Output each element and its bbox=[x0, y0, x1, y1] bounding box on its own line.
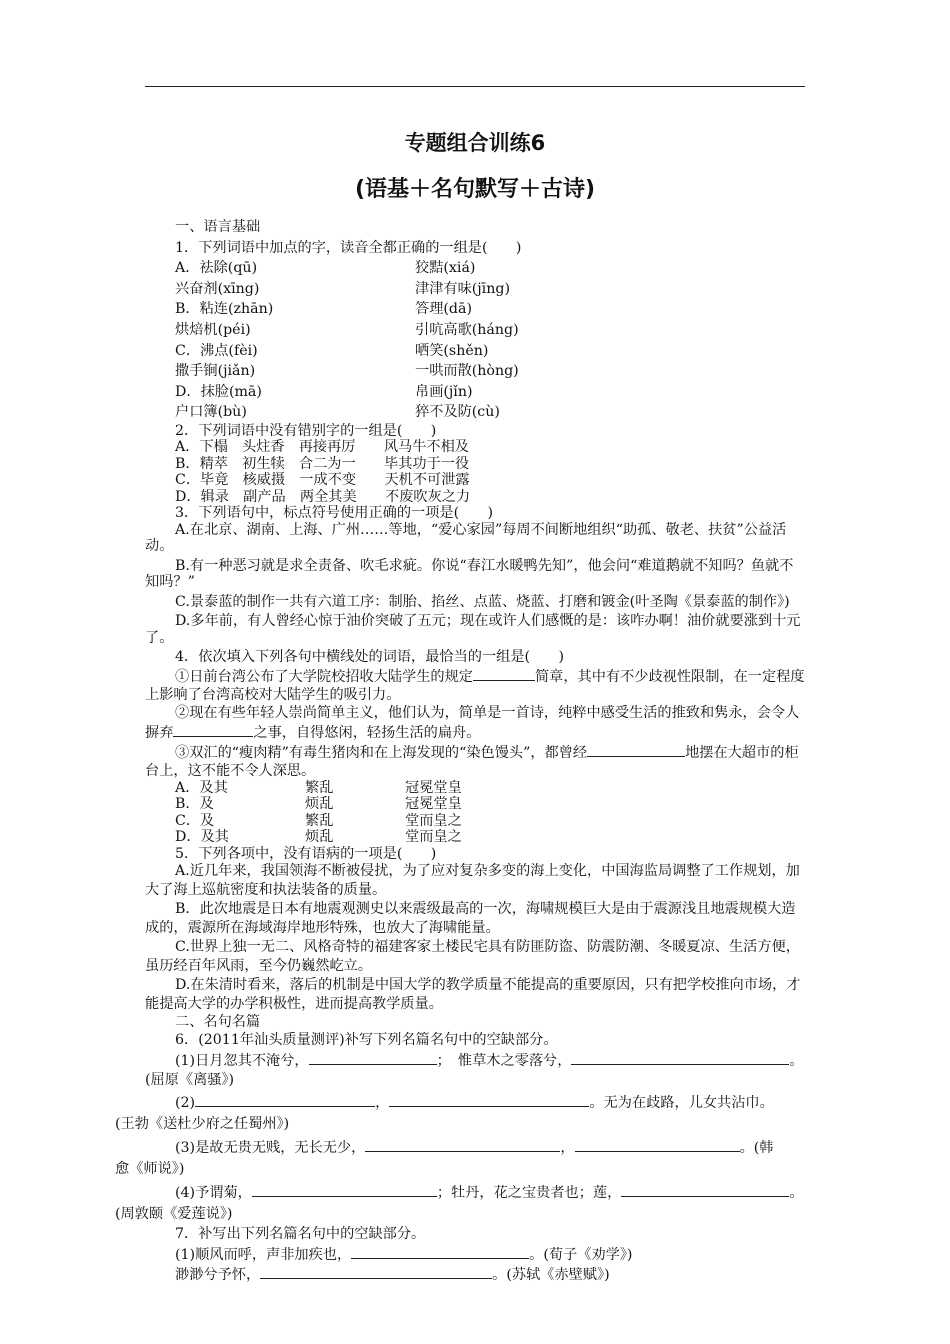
section-heading-1: 一、语言基础 bbox=[175, 219, 261, 235]
q6-text: 愈《师说》) bbox=[115, 1160, 185, 1177]
q1-cell: 户口簿(bù) bbox=[175, 404, 247, 421]
q6-text: 。(韩 bbox=[739, 1139, 774, 1156]
q1-cell: 兴奋剂(xīng) bbox=[175, 280, 260, 297]
question-7-item-2 bbox=[145, 1264, 805, 1284]
question-2-option: A．下榻 头炷香 再接再厉 风马牛不相及 bbox=[175, 439, 469, 456]
question-6-item-4 bbox=[115, 1182, 805, 1225]
q4-text: ③双汇的“瘦肉精”有毒生猪肉和在上海发现的“染色馒头”，都曾经 bbox=[175, 744, 588, 761]
question-4-option bbox=[145, 829, 805, 846]
question-1-row bbox=[145, 341, 805, 362]
fill-blank[interactable] bbox=[351, 1244, 529, 1259]
q4-cell: D．及其 bbox=[175, 829, 229, 846]
fill-blank[interactable] bbox=[173, 722, 253, 737]
q6-text: (1)日月忽其不淹兮， bbox=[175, 1052, 309, 1069]
question-1-row bbox=[145, 382, 805, 403]
question-3-option-b: B.有一种恶习就是求全责备、吹毛求疵。你说“春江水暖鸭先知”，他会问“难道鹅就不知吗？鱼就不知吗？” bbox=[145, 557, 794, 591]
fill-blank[interactable] bbox=[260, 1264, 492, 1279]
question-7-item-1 bbox=[145, 1244, 805, 1264]
q4-text: 之事，自得悠闲，轻扬生活的扁舟。 bbox=[253, 724, 481, 741]
q4-text: 简章，其中有不少歧视性限制，在一定程度上影响了台湾高校对大陆学生的吸引力。 bbox=[145, 668, 805, 703]
q6-text: 。(屈原《离骚》) bbox=[145, 1052, 804, 1088]
fill-blank[interactable] bbox=[689, 1050, 789, 1065]
q6-text: ， bbox=[375, 1094, 390, 1111]
q1-cell: 狡黠(xiá) bbox=[415, 260, 476, 277]
question-3-option-c: C.景泰蓝的制作一共有六道工序：制胎、掐丝、点蓝、烧蓝、打磨和镀金(叶圣陶《景泰蓝的制作》) bbox=[175, 593, 790, 610]
q6-text: (2) bbox=[175, 1094, 196, 1111]
question-7-stem: 7．补写出下列名篇名句中的空缺部分。 bbox=[175, 1225, 426, 1242]
q6-text: 。无为在歧路，儿女共沾巾。 bbox=[589, 1094, 774, 1111]
q4-cell: 烦乱 bbox=[305, 829, 334, 846]
q6-text: (周敦颐《爱莲说》) bbox=[115, 1205, 233, 1222]
question-5-option-a: A.近几年来，我国领海不断被侵扰，为了应对复杂多变的海上变化，中国海监局调整了工作规划，加大了海上巡航密度和执法装备的质量。 bbox=[145, 863, 800, 899]
question-1-row bbox=[145, 299, 805, 320]
q1-cell: 引吭高歌(háng) bbox=[415, 321, 519, 338]
q1-cell: 一哄而散(hòng) bbox=[415, 363, 519, 380]
q4-cell: 冠冕堂皇 bbox=[405, 796, 462, 813]
q1-cell: D．抹脸(mā) bbox=[175, 383, 262, 400]
q4-cell: A．及其 bbox=[175, 779, 228, 796]
q4-cell: 烦乱 bbox=[305, 796, 334, 813]
document-body bbox=[115, 217, 805, 1284]
q7-text: (1)顺风而呼，声非加疾也， bbox=[175, 1246, 352, 1263]
q4-cell: 繁乱 bbox=[305, 812, 334, 829]
q7-text: 。(荀子《劝学》) bbox=[529, 1246, 633, 1263]
fill-blank[interactable] bbox=[571, 1050, 689, 1065]
q4-cell: 堂而皇之 bbox=[405, 829, 462, 846]
q4-cell: 冠冕堂皇 bbox=[405, 779, 462, 796]
question-2-option: C．毕竟 核威摄 一成不变 天机不可泄露 bbox=[175, 472, 470, 489]
q1-cell: 帛画(jǐn) bbox=[415, 383, 473, 400]
q6-text: ；牡丹，花之宝贵者也；莲， bbox=[436, 1184, 622, 1201]
q1-cell: 撒手锏(jiǎn) bbox=[175, 363, 256, 380]
q1-cell: 烘焙机(péi) bbox=[175, 321, 251, 338]
q1-cell: B．粘连(zhān) bbox=[175, 301, 274, 318]
question-5-option-d: D.在朱清时看来，落后的机制是中国大学的教学质量不能提高的重要原因，只有把学校推向市场，才能提高大学的办学积极性，进而提高教学质量。 bbox=[145, 977, 801, 1013]
question-1-row bbox=[145, 402, 805, 423]
q6-text: 。 bbox=[789, 1184, 804, 1201]
q6-text: (4)予谓菊， bbox=[175, 1184, 252, 1201]
question-5-stem: 5．下列各项中，没有语病的一项是( ) bbox=[175, 845, 437, 862]
page-subtitle: (语基＋名句默写＋古诗) bbox=[354, 177, 596, 202]
question-6-item-2 bbox=[115, 1092, 805, 1135]
question-3-option-d: D.多年前，有人曾经心惊于油价突破了五元；现在或许人们感慨的是：该咋办啊！油价就要涨到十元了。 bbox=[145, 613, 801, 646]
q6-text: (王勃《送杜少府之任蜀州》) bbox=[115, 1115, 290, 1132]
fill-blank[interactable] bbox=[365, 1137, 560, 1152]
q4-cell: B．及 bbox=[175, 796, 214, 813]
q4-cell: 堂而皇之 bbox=[405, 812, 462, 829]
question-1-row bbox=[145, 320, 805, 341]
fill-blank[interactable] bbox=[252, 1182, 437, 1197]
q6-text: ， bbox=[560, 1139, 575, 1156]
q1-cell: 津津有味(jīng) bbox=[415, 280, 510, 297]
fill-blank[interactable] bbox=[389, 1092, 589, 1107]
q1-cell: 哂笑(shěn) bbox=[415, 342, 489, 359]
question-6-item-3 bbox=[115, 1137, 805, 1180]
question-3-stem: 3．下列语句中，标点符号使用正确的一项是( ) bbox=[175, 505, 494, 522]
fill-blank[interactable] bbox=[621, 1182, 789, 1197]
fill-blank[interactable] bbox=[309, 1050, 437, 1065]
q1-cell: 答理(dā) bbox=[415, 301, 472, 318]
fill-blank[interactable] bbox=[587, 742, 685, 757]
question-1-row bbox=[145, 258, 805, 279]
question-4-option bbox=[145, 780, 805, 797]
question-4-option bbox=[145, 813, 805, 830]
question-2-stem: 2．下列词语中没有错别字的一组是( ) bbox=[175, 422, 437, 439]
fill-blank[interactable] bbox=[195, 1092, 375, 1107]
question-6-item-1 bbox=[145, 1050, 805, 1090]
question-2-option: B．精萃 初生犊 合二为一 毕其功于一役 bbox=[175, 455, 470, 472]
fill-blank[interactable] bbox=[575, 1137, 740, 1152]
question-1-stem: 1．下列词语中加点的字，读音全都正确的一组是( ) bbox=[175, 239, 522, 256]
question-4-sentence-3 bbox=[145, 742, 805, 780]
q4-cell: C．及 bbox=[175, 812, 215, 829]
q4-text: 地摆在大超市的柜台上，这不能不令人深思。 bbox=[145, 744, 799, 779]
question-5-option-c: C.世界上独一无二、风格奇特的福建客家土楼民宅具有防匪防盗、防震防潮、冬暖夏凉、生活方便，虽历经百年风雨，至今仍巍然屹立。 bbox=[145, 939, 800, 975]
q1-cell: C．沸点(fèi) bbox=[175, 342, 258, 359]
fill-blank[interactable] bbox=[473, 666, 535, 681]
question-4-stem: 4．依次填入下列各句中横线处的词语，最恰当的一组是( ) bbox=[175, 649, 564, 666]
q7-text: 。(苏轼《赤壁赋》) bbox=[492, 1266, 610, 1283]
question-4-sentence-2 bbox=[145, 704, 805, 742]
question-1-row bbox=[145, 361, 805, 382]
question-4-option bbox=[145, 796, 805, 813]
section-heading-2: 二、名句名篇 bbox=[175, 1014, 261, 1031]
page-title: 专题组合训练6 bbox=[404, 131, 546, 155]
question-5-option-b: B．此次地震是日本有地震观测史以来震级最高的一次，海啸规模巨大是由于震源浅且地震规模大造成的，震源所在海域海岸地形特殊，也放大了海啸能量。 bbox=[145, 901, 796, 937]
q4-text: ①日前台湾公布了大学院校招收大陆学生的规定 bbox=[175, 668, 473, 685]
q6-text: ； 惟草木之零落兮， bbox=[436, 1052, 572, 1069]
question-6-stem: 6．(2011年汕头质量测评)补写下列名篇名句中的空缺部分。 bbox=[175, 1031, 558, 1048]
question-1-row bbox=[145, 279, 805, 300]
q1-cell: 猝不及防(cù) bbox=[415, 404, 500, 421]
question-3-option-a: A.在北京、湖南、上海、广州……等地，“爱心家园”每周不间断地组织“助孤、敬老、扶贫”公益活动。 bbox=[145, 521, 787, 555]
q1-cell: A．祛除(qū) bbox=[175, 260, 258, 277]
q4-text: ②现在有些年轻人崇尚简单主义，他们认为，简单是一首诗，纯粹中感受生活的推致和隽永，会令人摒弃 bbox=[145, 704, 800, 741]
header-rule bbox=[145, 86, 805, 87]
q4-cell: 繁乱 bbox=[305, 779, 334, 796]
q6-text: (3)是故无贵无贱，无长无少， bbox=[175, 1139, 366, 1156]
question-2-option: D．辑录 副产品 两全其美 不废吹灰之力 bbox=[175, 488, 471, 505]
q7-text: 渺渺兮予怀， bbox=[175, 1266, 261, 1283]
question-4-sentence-1 bbox=[145, 666, 805, 704]
